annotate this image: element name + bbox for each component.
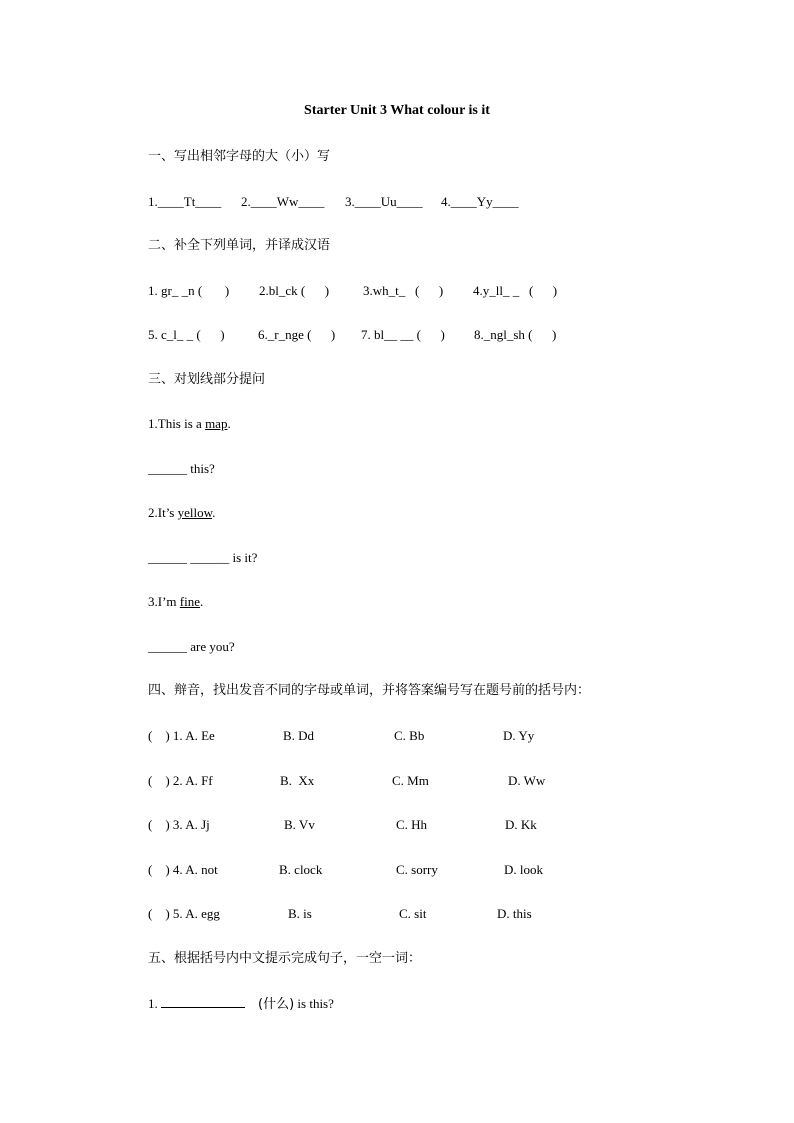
phonics-row-1-c: C. Bb (394, 728, 425, 743)
phonics-row-2-num: ( ) 2. A. Ff (148, 773, 213, 788)
section3-heading: 三、对划线部分提问 (148, 372, 266, 387)
section5-heading: 五、根据括号内中文提示完成句子，一空一词： (148, 951, 422, 966)
word-item-1: 1. gr_ _n ( ) (148, 283, 230, 298)
phonics-row-1-b: B. Dd (283, 728, 315, 743)
phonics-row-1-d: D. Yy (503, 728, 535, 743)
letter-item-3: 3.____Uu____ (345, 194, 423, 209)
phonics-row-2-b: B. Xx (280, 773, 315, 788)
answer-3: ______ are you? (148, 639, 235, 654)
phonics-row-4-b: B. clock (279, 862, 323, 877)
word-item-5: 5. c_l_ _ ( ) (148, 327, 225, 342)
answer-1: ______ this? (148, 461, 215, 476)
phonics-row-4-num: ( ) 4. A. not (148, 862, 218, 877)
letter-item-4: 4.____Yy____ (441, 194, 519, 209)
phonics-row-3-b: B. Vv (284, 817, 315, 832)
answer-2: ______ ______ is it? (148, 550, 258, 565)
phonics-row-1-num: ( ) 1. A. Ee (148, 728, 215, 743)
phonics-row-2-d: D. Ww (508, 773, 546, 788)
phonics-row-4-c: C. sorry (396, 862, 438, 877)
underlined-word: map (205, 416, 228, 431)
phonics-row-3-num: ( ) 3. A. Jj (148, 817, 210, 832)
word-item-7: 7. bl__ __ ( ) (361, 327, 445, 342)
section2-heading: 二、补全下列单词，并译成汉语 (148, 238, 331, 253)
word-item-3: 3.wh_t_ ( ) (363, 283, 444, 298)
question-2: 2.It’s yellow. (148, 505, 216, 520)
section1-heading: 一、写出相邻字母的大（小）写 (148, 149, 331, 164)
letter-item-2: 2.____Ww____ (241, 194, 325, 209)
question-3: 3.I’m fine. (148, 594, 204, 609)
phonics-row-5-d: D. this (497, 906, 532, 921)
phonics-row-5-b: B. is (288, 906, 312, 921)
phonics-row-4-d: D. look (504, 862, 543, 877)
underlined-word: fine (179, 594, 200, 609)
phonics-row-3-d: D. Kk (505, 817, 537, 832)
phonics-row-5-c: C. sit (399, 906, 427, 921)
question-1: 1.This is a map. (148, 416, 231, 431)
phonics-row-2-c: C. Mm (392, 773, 429, 788)
word-item-6: 6._r_nge ( ) (258, 327, 336, 342)
answer-blank (161, 994, 245, 1008)
phonics-row-5-num: ( ) 5. A. egg (148, 906, 220, 921)
word-item-8: 8._ngl_sh ( ) (474, 327, 557, 342)
letter-item-1: 1.____Tt____ (148, 194, 222, 209)
section4-heading: 四、辩音，找出发音不同的字母或单词，并将答案编号写在题号前的括号内： (148, 683, 591, 698)
word-item-2: 2.bl_ck ( ) (259, 283, 330, 298)
underlined-word: yellow (177, 505, 213, 520)
phonics-row-3-c: C. Hh (396, 817, 428, 832)
fill-question-1: 1. (什么) is this? (148, 996, 334, 1012)
page-title: Starter Unit 3 What colour is it (304, 103, 490, 118)
word-item-4: 4.y_ll_ _ ( ) (473, 283, 558, 298)
